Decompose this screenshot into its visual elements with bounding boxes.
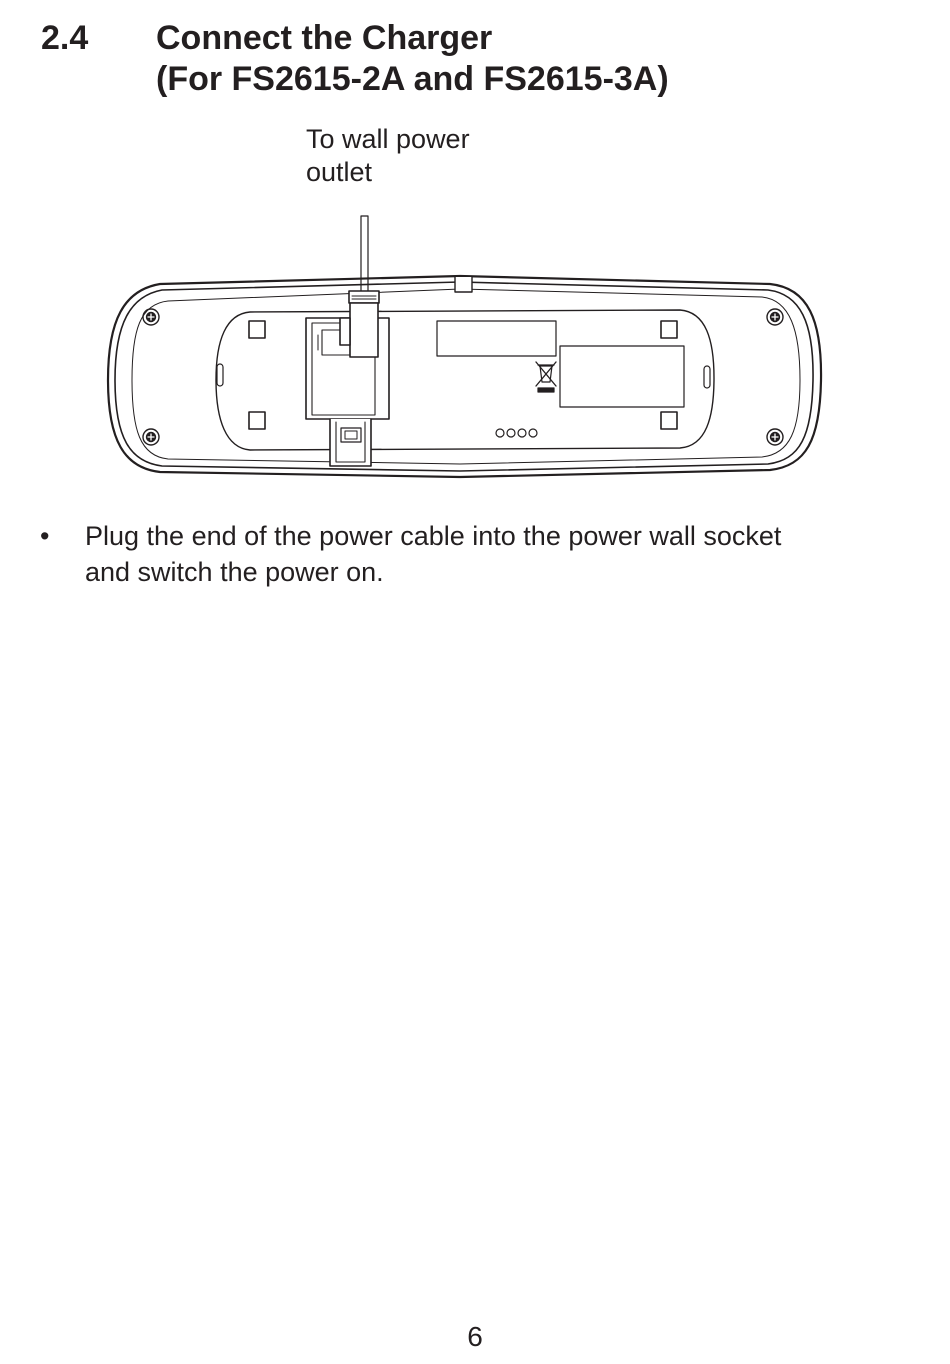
screw-icons (143, 309, 783, 445)
top-clip (455, 277, 472, 292)
plug-head (340, 291, 379, 357)
screw-top-left (143, 309, 159, 325)
section-title (156, 18, 669, 100)
cable-channel (330, 419, 371, 466)
screw-bottom-right (767, 429, 783, 445)
instruction-text-line-1: Plug the end of the power cable into the power wall socket (85, 521, 782, 551)
label-plates (437, 321, 684, 407)
page-number: 6 (467, 1321, 483, 1352)
foot-pads (249, 321, 677, 429)
figure-caption-line-1: To wall power (306, 124, 470, 154)
charging-contacts (496, 429, 537, 437)
list-item (40, 518, 920, 590)
power-cable (361, 216, 368, 292)
section-title-line-2: (For FS2615-2A and FS2615-3A) (156, 60, 669, 98)
charger-underside-illustration (100, 205, 830, 490)
figure-caption-line-2: outlet (306, 157, 373, 187)
instruction-text-line-2: and switch the power on. (85, 557, 384, 587)
section-title-line-1: Connect the Charger (156, 19, 493, 57)
screw-bottom-left (143, 429, 159, 445)
figure-caption (306, 123, 470, 189)
section-number: 2.4 (41, 19, 89, 57)
inner-tray (216, 310, 714, 450)
weee-bin-icon (536, 362, 556, 392)
bullet-icon: • (40, 521, 50, 551)
instruction-list (40, 518, 920, 590)
screw-top-right (767, 309, 783, 325)
